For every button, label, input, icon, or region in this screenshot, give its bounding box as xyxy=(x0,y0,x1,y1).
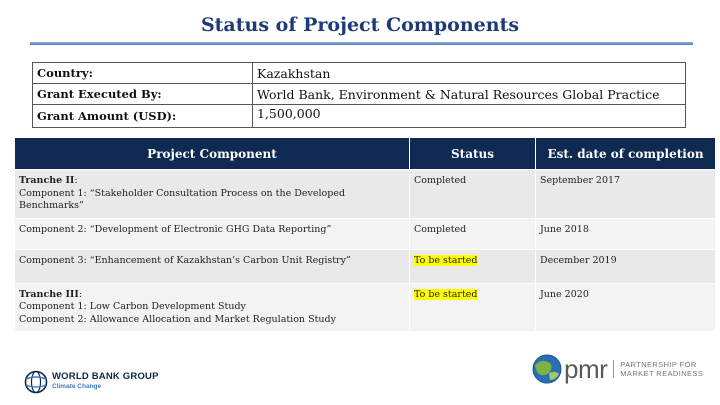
world-bank-group-logo xyxy=(24,370,159,394)
grant-info-table xyxy=(32,62,686,128)
tranche-colon: : xyxy=(78,288,83,300)
component-cell xyxy=(15,218,410,249)
component-line: Component 2: Allowance Allocation and Market Regulation Study xyxy=(19,313,336,325)
pmr-globe-icon xyxy=(531,353,563,385)
table-row xyxy=(15,283,716,332)
info-row-country xyxy=(33,63,686,84)
table-row xyxy=(15,249,716,283)
date-cell: June 2020 xyxy=(536,283,716,332)
table-header-row xyxy=(15,138,716,170)
status-cell xyxy=(410,218,536,249)
info-row-executed-by xyxy=(33,84,686,105)
col-header-status: Status xyxy=(410,138,536,170)
component-cell xyxy=(15,170,410,219)
col-header-component: Project Component xyxy=(15,138,410,170)
info-label: Country: xyxy=(33,63,253,84)
table-row xyxy=(15,170,716,219)
globe-icon xyxy=(24,370,48,394)
date-cell: December 2019 xyxy=(536,249,716,283)
info-label: Grant Amount (USD): xyxy=(33,105,253,128)
status-cell xyxy=(410,283,536,332)
tranche-label: Tranche III xyxy=(19,288,79,300)
wbg-name: WORLD BANK GROUP xyxy=(52,371,159,382)
pmr-wordmark: pmr xyxy=(564,353,608,384)
date-cell: June 2018 xyxy=(536,218,716,249)
pmr-tagline xyxy=(613,360,703,378)
pmr-logo xyxy=(531,353,703,385)
wbg-subtitle: Climate Change xyxy=(52,383,102,390)
title-underline xyxy=(30,42,693,45)
status-text-highlighted: To be started xyxy=(414,254,478,266)
info-label: Grant Executed By: xyxy=(33,84,253,105)
component-line: Component 3: “Enhancement of Kazakhstan’s Carbon Unit Registry” xyxy=(19,254,351,266)
slide-title: Status of Project Components xyxy=(200,14,520,36)
component-cell xyxy=(15,283,410,332)
status-cell xyxy=(410,170,536,219)
pmr-tagline-line: PARTNERSHIP FOR xyxy=(620,360,697,369)
info-row-amount xyxy=(33,105,686,128)
info-value: 1,500,000 xyxy=(253,105,686,128)
project-components-table xyxy=(14,137,716,332)
status-text: Completed xyxy=(414,223,467,235)
tranche-colon: : xyxy=(74,175,78,186)
wbg-logo-text xyxy=(52,372,159,392)
status-text-highlighted: To be started xyxy=(414,288,478,300)
info-value: Kazakhstan xyxy=(253,63,686,84)
table-row xyxy=(15,218,716,249)
component-line: Component 2: “Development of Electronic GHG Data Reporting” xyxy=(19,223,332,235)
tranche-label: Tranche II xyxy=(19,175,75,186)
component-cell xyxy=(15,249,410,283)
info-value: World Bank, Environment & Natural Resources Global Practice xyxy=(253,84,686,105)
status-text: Completed xyxy=(414,175,467,186)
pmr-tagline-line: MARKET READINESS xyxy=(620,369,704,378)
col-header-date: Est. date of completion xyxy=(536,138,716,170)
component-line: Component 1: “Stakeholder Consultation Process on the Developed Benchmarks” xyxy=(19,187,346,211)
status-cell xyxy=(410,249,536,283)
date-cell: September 2017 xyxy=(536,170,716,219)
component-line: Component 1: Low Carbon Development Study xyxy=(19,301,246,312)
